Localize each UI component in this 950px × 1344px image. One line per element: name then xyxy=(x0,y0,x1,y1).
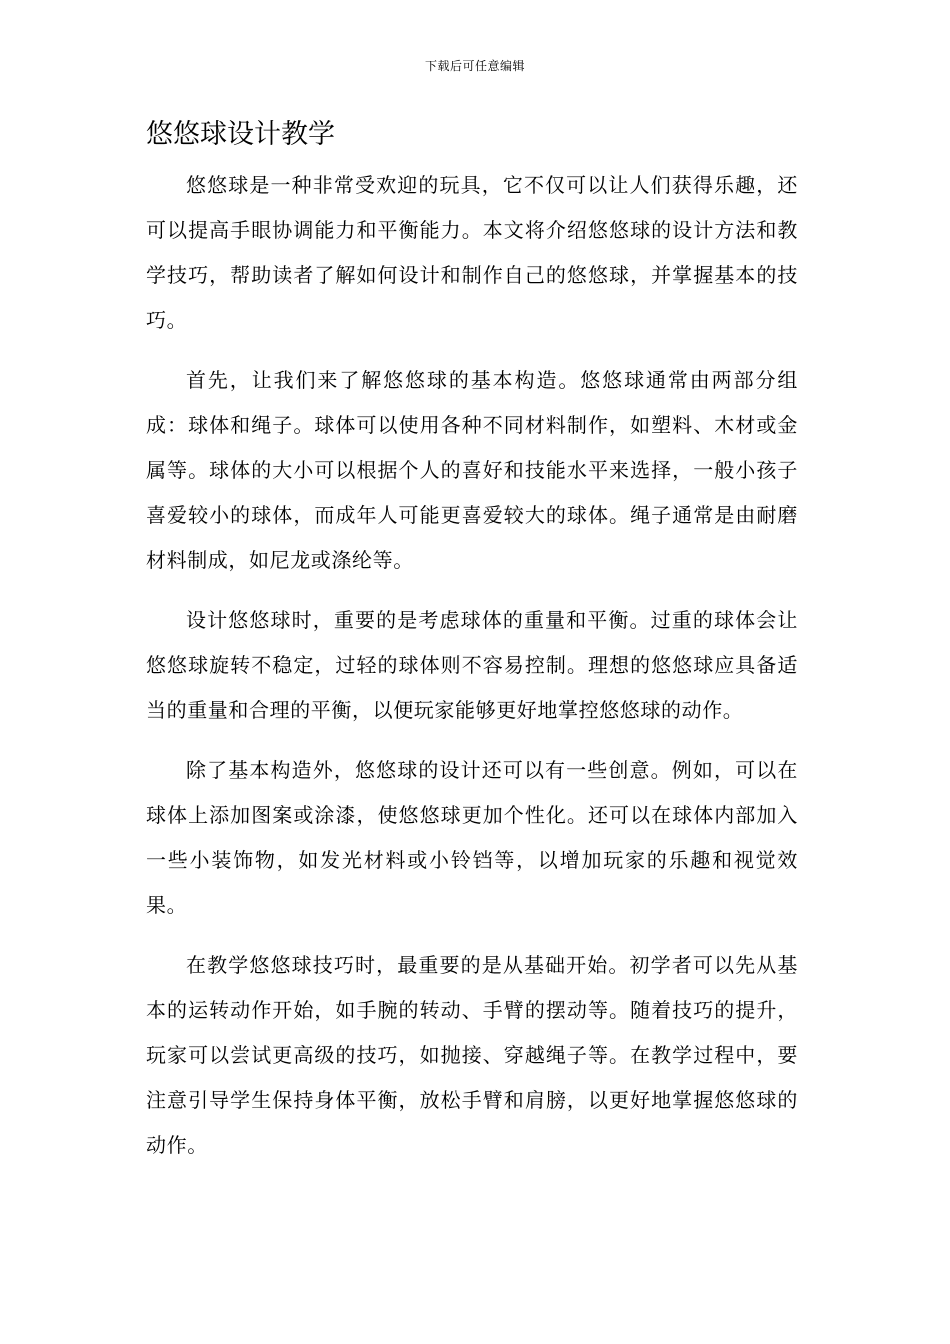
paragraph-weight-balance: 设计悠悠球时，重要的是考虑球体的重量和平衡。过重的球体会让悠悠球旋转不稳定，过轻的球体则不容易控制。理想的悠悠球应具备适当的重量和合理的平衡，以便玩家能够更好地掌控悠悠球的动作。 xyxy=(146,608,798,722)
paragraph-structure: 首先，让我们来了解悠悠球的基本构造。悠悠球通常由两部分组成：球体和绳子。球体可以使用各种不同材料制作，如塑料、木材或金属等。球体的大小可以根据个人的喜好和技能水平来选择，一般小孩子喜爱较小的球体，而成年人可能更喜爱较大的球体。绳子通常是由耐磨材料制成，如尼龙或涤纶等。 xyxy=(146,368,798,572)
page-header-note: 下载后可任意编辑 xyxy=(424,59,525,73)
document-title: 悠悠球设计教学 xyxy=(146,119,335,150)
document-body xyxy=(146,163,798,1183)
paragraph-intro: 悠悠球是一种非常受欢迎的玩具，它不仅可以让人们获得乐趣，还可以提高手眼协调能力和平衡能力。本文将介绍悠悠球的设计方法和教学技巧，帮助读者了解如何设计和制作自己的悠悠球，并掌握基本的技巧。 xyxy=(146,173,798,332)
paragraph-teaching: 在教学悠悠球技巧时，最重要的是从基础开始。初学者可以先从基本的运转动作开始，如手腕的转动、手臂的摆动等。随着技巧的提升，玩家可以尝试更高级的技巧，如抛接、穿越绳子等。在教学过程中，要注意引导学生保持身体平衡，放松手臂和肩膀，以更好地掌握悠悠球的动作。 xyxy=(146,953,798,1157)
paragraph-creativity: 除了基本构造外，悠悠球的设计还可以有一些创意。例如，可以在球体上添加图案或涂漆，使悠悠球更加个性化。还可以在球体内部加入一些小装饰物，如发光材料或小铃铛等，以增加玩家的乐趣和视觉效果。 xyxy=(146,758,798,917)
